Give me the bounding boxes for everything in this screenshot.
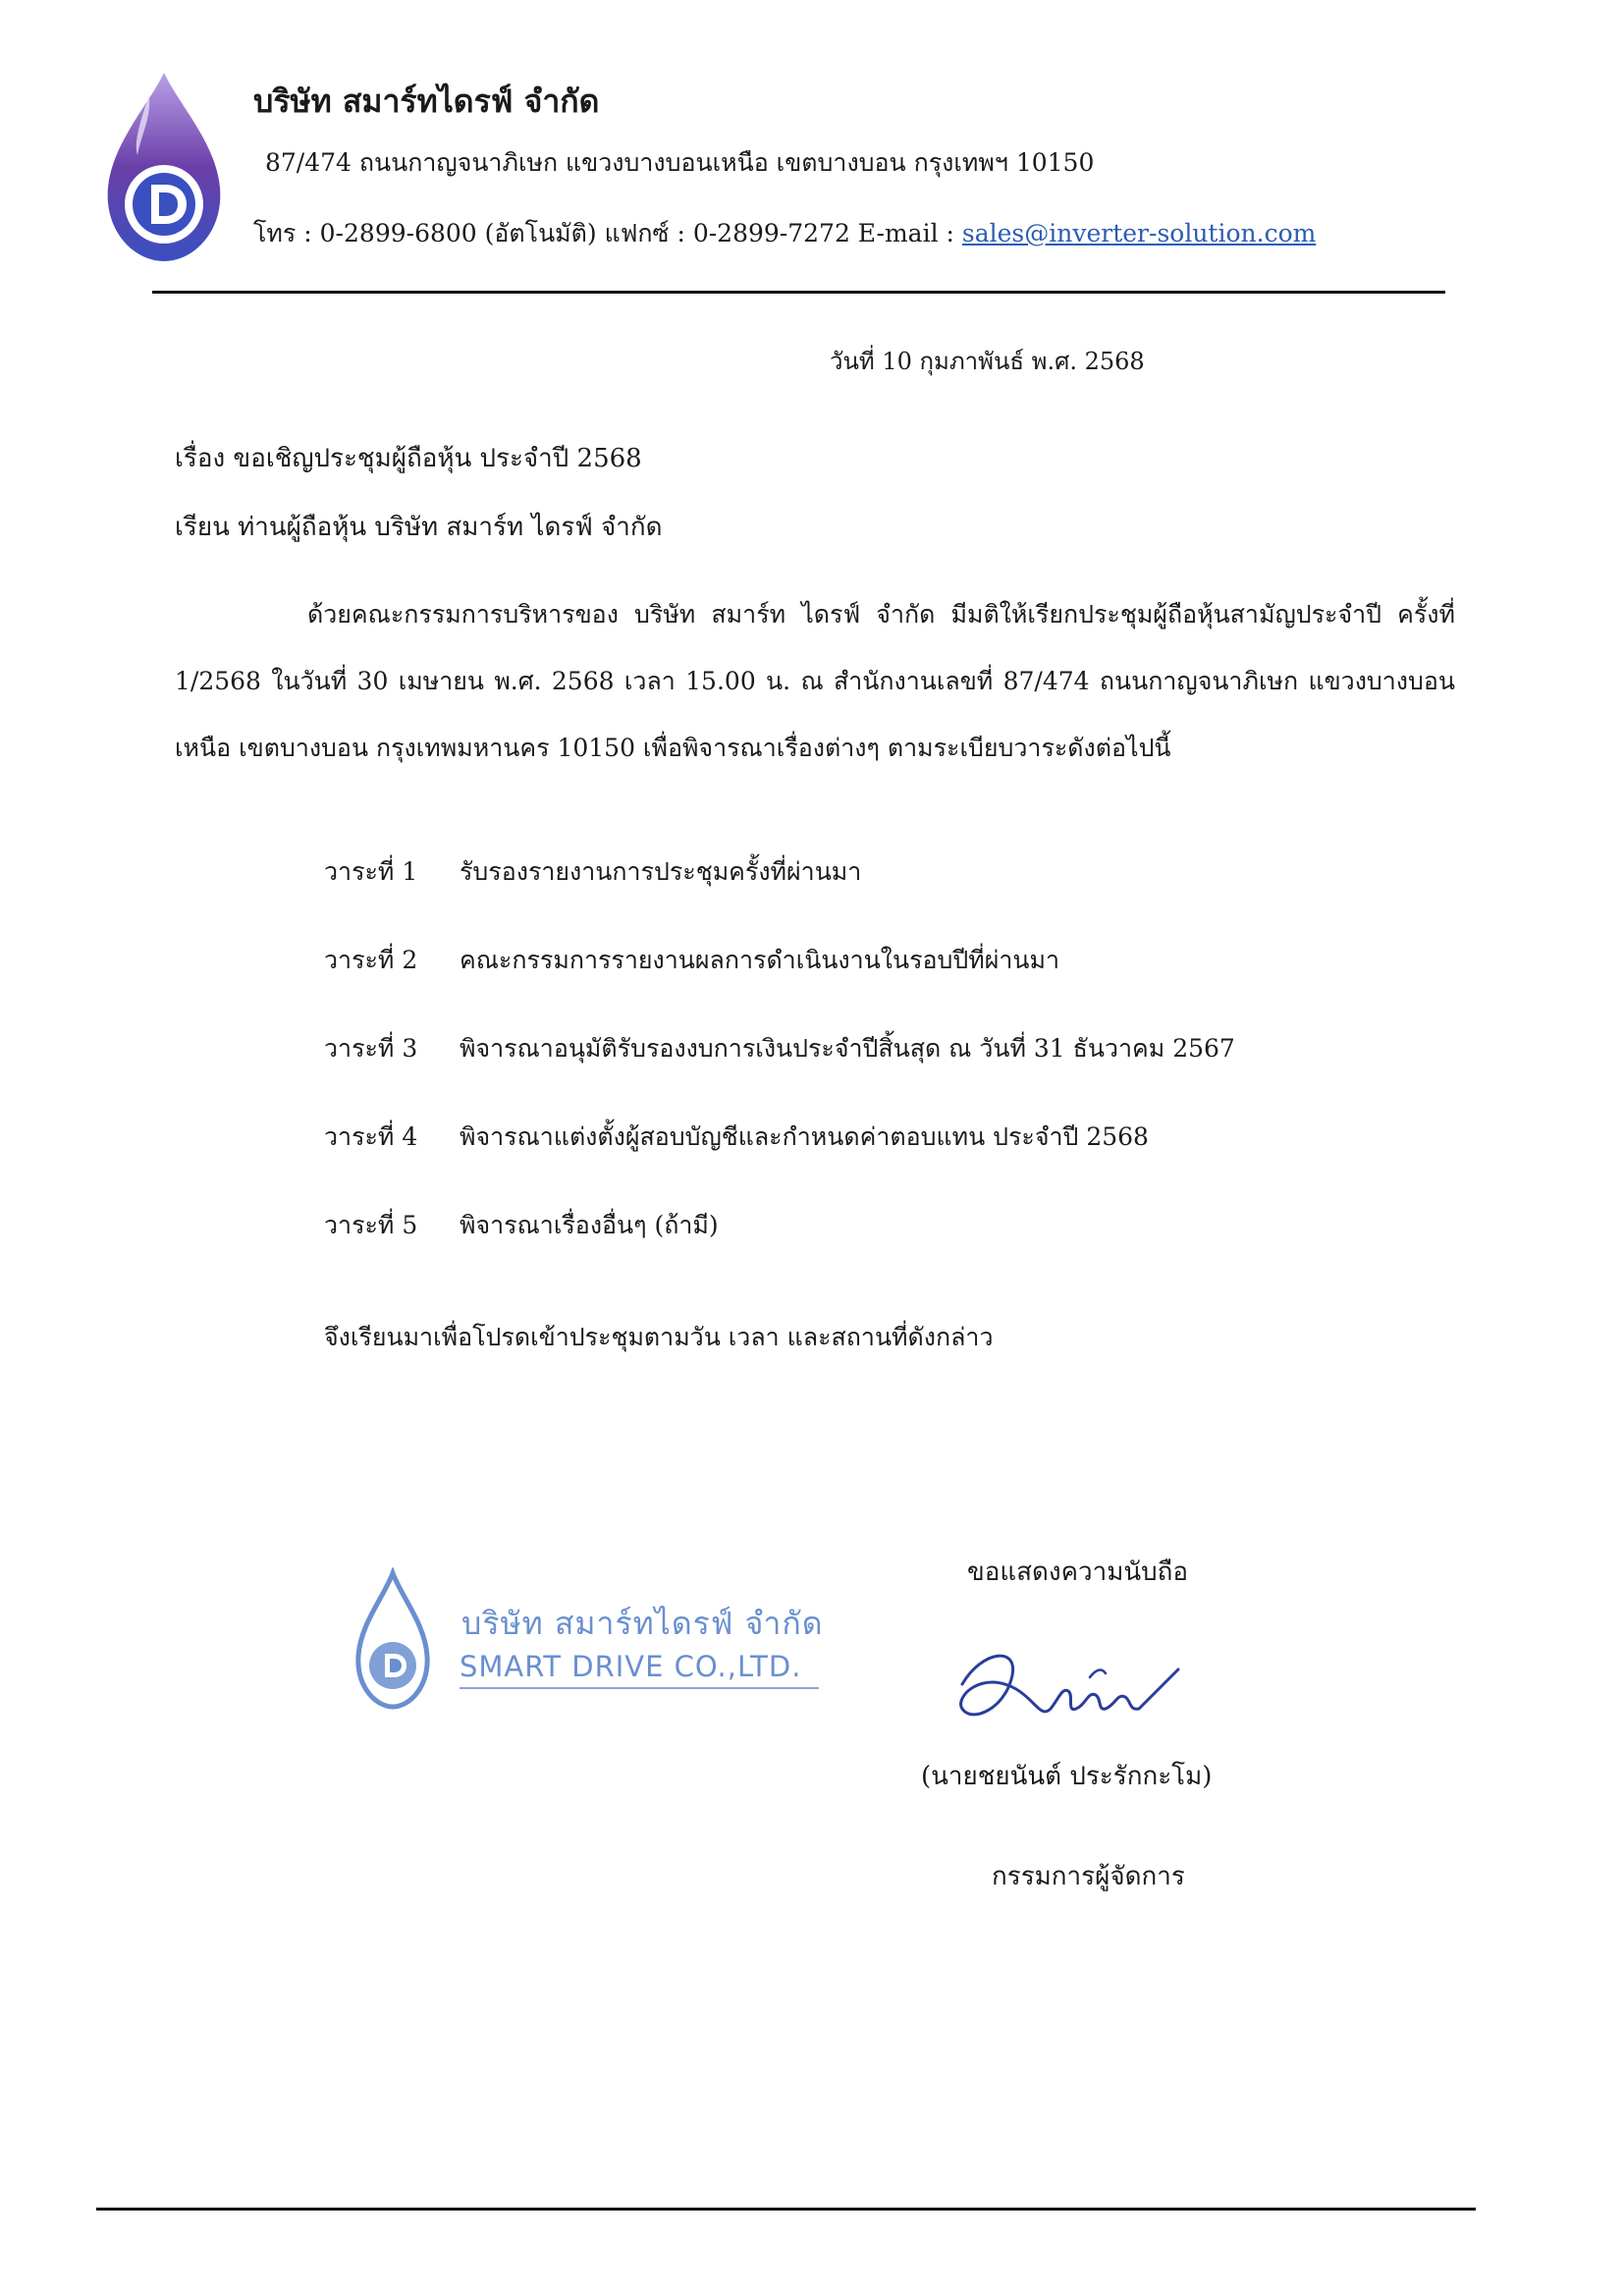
agenda-number: วาระที่ 4	[324, 1122, 418, 1151]
agenda-item-4	[324, 1118, 1149, 1157]
agenda-text: รับรองรายงานการประชุมครั้งที่ผ่านมา	[460, 857, 862, 886]
agenda-text: พิจารณาเรื่องอื่นๆ (ถ้ามี)	[460, 1211, 719, 1239]
signature-icon	[943, 1630, 1208, 1738]
agenda-item-1	[324, 852, 861, 892]
respect-line: ขอแสดงความนับถือ	[967, 1557, 1188, 1587]
company-logo-icon	[90, 65, 238, 271]
agenda-item-3	[324, 1029, 1235, 1068]
agenda-number: วาระที่ 2	[324, 946, 418, 974]
company-name: บริษัท สมาร์ทไดรฟ์ จำกัด	[253, 82, 600, 120]
contact-phone-fax: โทร : 0-2899-6800 (อัตโนมัติ) แฟกซ์ : 0-2899-7272 E-mail :	[253, 219, 962, 247]
agenda-text: พิจารณาแต่งตั้งผู้สอบบัญชีและกำหนดค่าตอบแทน ประจำปี 2568	[460, 1122, 1149, 1151]
stamp-underline	[460, 1687, 819, 1689]
company-contact	[253, 214, 1316, 253]
agenda-item-2	[324, 941, 1059, 980]
subject-line: เรื่อง ขอเชิญประชุมผู้ถือหุ้น ประจำปี 2568	[175, 444, 642, 473]
agenda-number: วาระที่ 3	[324, 1034, 418, 1063]
signer-position: กรรมการผู้จัดการ	[992, 1862, 1185, 1891]
letter-date: วันที่ 10 กุมภาพันธ์ พ.ศ. 2568	[830, 348, 1145, 375]
stamp-english-name: SMART DRIVE CO.,LTD.	[460, 1650, 802, 1683]
signer-name: (นายชยนันต์ ประรักกะโม)	[921, 1762, 1213, 1791]
agenda-number: วาระที่ 1	[324, 857, 418, 886]
recipient-line: เรียน ท่านผู้ถือหุ้น บริษัท สมาร์ท ไดรฟ์ จำกัด	[175, 513, 663, 542]
footer-divider	[96, 2208, 1476, 2211]
closing-line: จึงเรียนมาเพื่อโปรดเข้าประชุมตามวัน เวลา และสถานที่ดังกล่าว	[324, 1323, 994, 1351]
company-address: 87/474 ถนนกาญจนาภิเษก แขวงบางบอนเหนือ เขตบางบอน กรุงเทพฯ 10150	[265, 148, 1095, 177]
body-paragraph: ด้วยคณะกรรมการบริหารของ บริษัท สมาร์ท ไดรฟ์ จำกัด มีมติให้เรียกประชุมผู้ถือหุ้นสามัญประจำปี ครั้งที่ 1/2568 ในวันที่ 30 เมษายน พ.ศ. 2568 เวลา 15.00 น. ณ สำนักงานเลขที่ 87/474 ถนนกาญจนาภิเษก แขวงบางบอนเหนือ เขตบางบอน กรุงเทพมหานคร 10150 เพื่อพิจารณาเรื่องต่างๆ ตามระเบียบวาระดังต่อไปนี้	[175, 600, 1455, 762]
agenda-item-5	[324, 1206, 719, 1245]
agenda-text: คณะกรรมการรายงานผลการดำเนินงานในรอบปีที่ผ่านมา	[460, 946, 1060, 974]
stamp-logo-icon	[349, 1567, 437, 1715]
agenda-number: วาระที่ 5	[324, 1211, 418, 1239]
email-link[interactable]: sales@inverter-solution.com	[961, 219, 1317, 247]
agenda-text: พิจารณาอนุมัติรับรองงบการเงินประจำปีสิ้นสุด ณ วันที่ 31 ธันวาคม 2567	[460, 1034, 1235, 1063]
header-divider	[152, 291, 1445, 294]
stamp-thai-name: บริษัท สมาร์ทไดรฟ์ จำกัด	[461, 1605, 824, 1642]
